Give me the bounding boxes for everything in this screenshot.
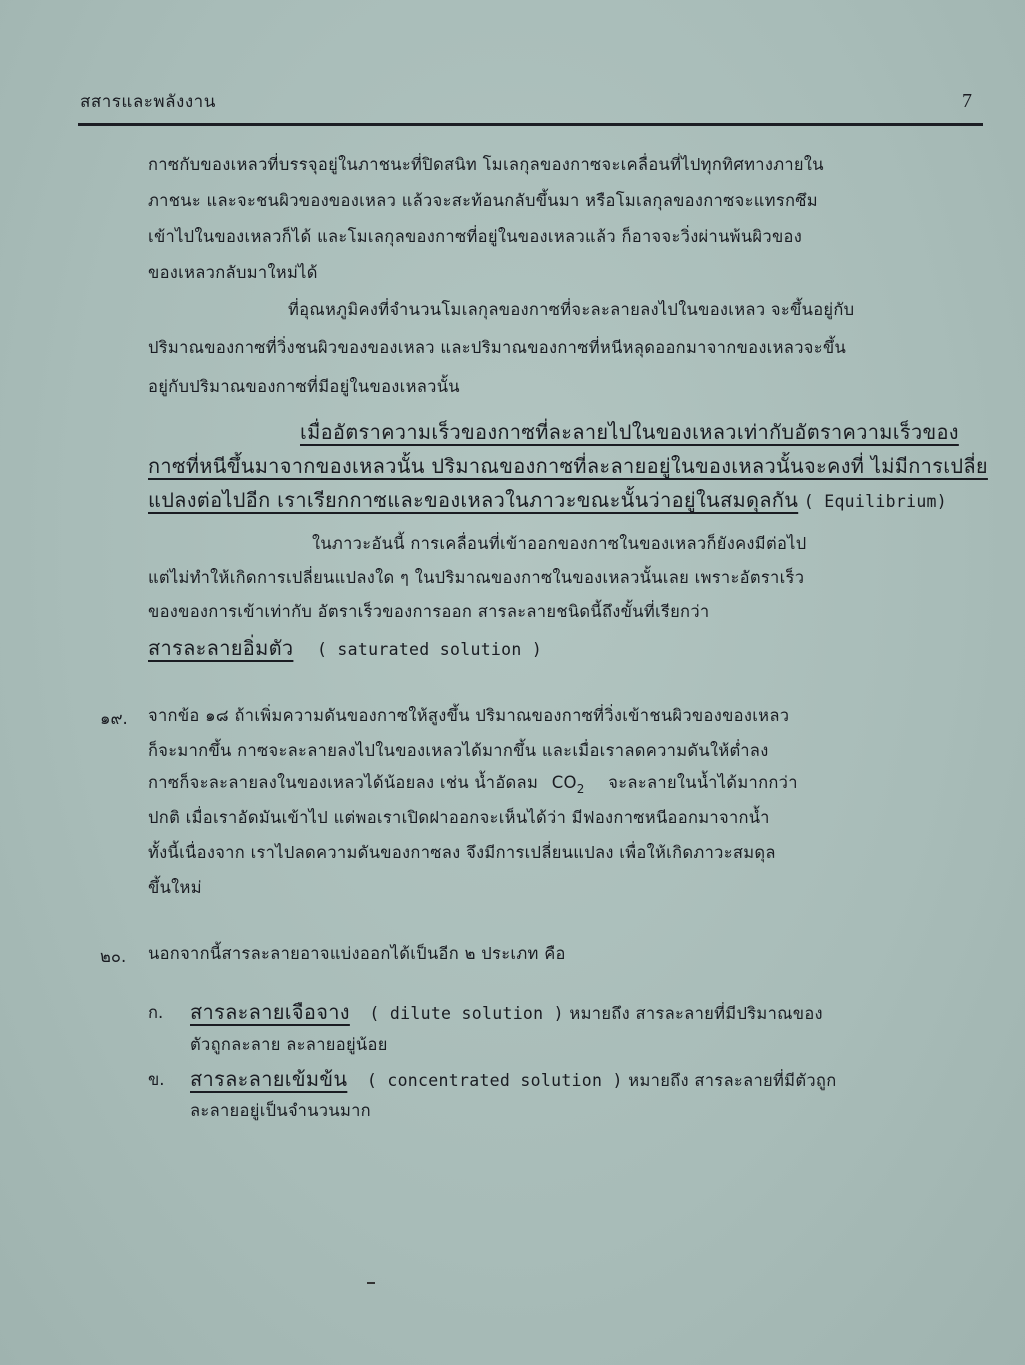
intro-line-1: กาซกับของเหลวที่บรรจุอยู่ในภาชนะที่ปิดสนิท โมเลกุลของกาซจะเคลื่อนที่ไปทุกทิศทางภายใน — [148, 155, 824, 174]
sub-a-line-1 — [190, 996, 823, 1028]
intro-line-4: ของเหลวกลับมาใหม่ได้ — [148, 263, 318, 282]
item-19-line-3-a: กาซก็จะละลายลงในของเหลวได้น้อยลง เช่น น้ำอัดลม — [148, 773, 539, 792]
para4-line-3: ของของการเข้าเท่ากับ อัตราเร็วของการออก สารละลายชนิดนี้ถึงขั้นที่เรียกว่า — [148, 602, 710, 621]
dilute-solution-english: ( dilute solution ) — [369, 1004, 564, 1023]
para4-line-1: ในภาวะอันนี้ การเคลื่อนที่เข้าออกของกาซในของเหลวก็ยังคงมีต่อไป — [312, 534, 807, 553]
item-19-line-4: ปกติ เมื่อเราอัดมันเข้าไป แต่พอเราเปิดฝาออกจะเห็นได้ว่า มีฟองกาซหนีออกมาจากน้ำ — [148, 808, 770, 827]
sub-a-line-2: ตัวถูกละลาย ละลายอยู่น้อย — [190, 1035, 388, 1054]
header-rule — [78, 123, 983, 126]
equilibrium-english: ( Equilibrium) — [803, 492, 948, 511]
concentrated-solution-term: สารละลายเข้มข้น — [190, 1067, 348, 1091]
sub-b-label: ข. — [148, 1070, 165, 1089]
page-number: 7 — [962, 90, 972, 112]
intro-line-2: ภาชนะ และจะชนผิวของของเหลว แล้วจะสะท้อนกลับขึ้นมา หรือโมเลกุลของกาซจะแทรกซึม — [148, 191, 818, 210]
sub-b-desc-1: หมายถึง สารละลายที่มีตัวถูก — [628, 1071, 837, 1090]
equilibrium-line-2: กาซที่หนีขึ้นมาจากของเหลวนั้น ปริมาณของกาซที่ละลายอยู่ในของเหลวนั้นจะคงที่ ไม่มีการเปลี่ย — [148, 454, 988, 478]
item-20-number: ๒๐. — [100, 947, 127, 966]
equilibrium-line-3-text: แปลงต่อไปอีก เราเรียกกาซและของเหลวในภาวะขณะนั้นว่าอยู่ในสมดุลกัน — [148, 488, 799, 512]
sub-b-line-2: ละลายอยู่เป็นจำนวนมาก — [190, 1101, 371, 1120]
item-19-line-1: จากข้อ ๑๘ ถ้าเพิ่มความดันของกาซให้สูงขึ้น ปริมาณของกาซที่วิ่งเข้าชนผิวของของเหลว — [148, 706, 790, 725]
para2-line-1: ที่อุณหภูมิคงที่จำนวนโมเลกุลของกาซที่จะละลายลงไปในของเหลว จะขึ้นอยู่กับ — [288, 300, 855, 319]
saturated-solution-english: ( saturated solution ) — [316, 640, 543, 659]
equilibrium-line-1: เมื่ออัตราความเร็วของกาซที่ละลายไปในของเหลวเท่ากับอัตราความเร็วของ — [300, 420, 959, 444]
item-19-line-3 — [148, 770, 798, 796]
intro-line-3: เข้าไปในของเหลวก็ได้ และโมเลกุลของกาซที่อยู่ในของเหลวแล้ว ก็อาจจะวิ่งผ่านพ้นผิวของ — [148, 227, 803, 246]
header-title: สสารและพลังงาน — [80, 92, 216, 112]
item-19-line-2: ก็จะมากขึ้น กาซจะละลายลงไปในของเหลวได้มากขึ้น และเมื่อเราลดความดันให้ต่ำลง — [148, 741, 769, 760]
page-mark — [367, 1282, 375, 1284]
dilute-solution-term: สารละลายเจือจาง — [190, 1000, 350, 1024]
equilibrium-line-3 — [148, 484, 947, 516]
para2-line-3: อยู่กับปริมาณของกาซที่มีอยู่ในของเหลวนั้น — [148, 377, 460, 396]
para2-line-2: ปริมาณของกาซที่วิ่งชนผิวของของเหลว และปริมาณของกาซที่หนีหลุดออกมาจากของเหลวจะขึ้น — [148, 338, 847, 357]
sub-b-line-1 — [190, 1063, 837, 1095]
co2-formula — [551, 773, 585, 796]
concentrated-solution-english: ( concentrated solution ) — [366, 1071, 623, 1090]
saturated-solution-term: สารละลายอิ่มตัว — [148, 636, 294, 660]
sub-a-label: ก. — [148, 1003, 164, 1022]
item-19-line-3-b: จะละลายในน้ำได้มากกว่า — [608, 773, 798, 792]
co2-text: CO — [551, 773, 577, 792]
sub-a-desc-1: หมายถึง สารละลายที่มีปริมาณของ — [569, 1004, 823, 1023]
item-19-number: ๑๙. — [100, 709, 128, 728]
para4-line-4 — [148, 632, 542, 664]
co2-subscript: 2 — [576, 782, 585, 796]
para4-line-2: แต่ไม่ทำให้เกิดการเปลี่ยนแปลงใด ๆ ในปริมาณของกาซในของเหลวนั้นเลย เพราะอัตราเร็ว — [148, 568, 805, 587]
item-20-line: นอกจากนี้สารละลายอาจแบ่งออกได้เป็นอีก ๒ ประเภท คือ — [148, 944, 566, 963]
item-19-line-6: ขึ้นใหม่ — [148, 878, 202, 897]
item-19-line-5: ทั้งนี้เนื่องจาก เราไปลดความดันของกาซลง จึงมีการเปลี่ยนแปลง เพื่อให้เกิดภาวะสมดุล — [148, 843, 776, 862]
